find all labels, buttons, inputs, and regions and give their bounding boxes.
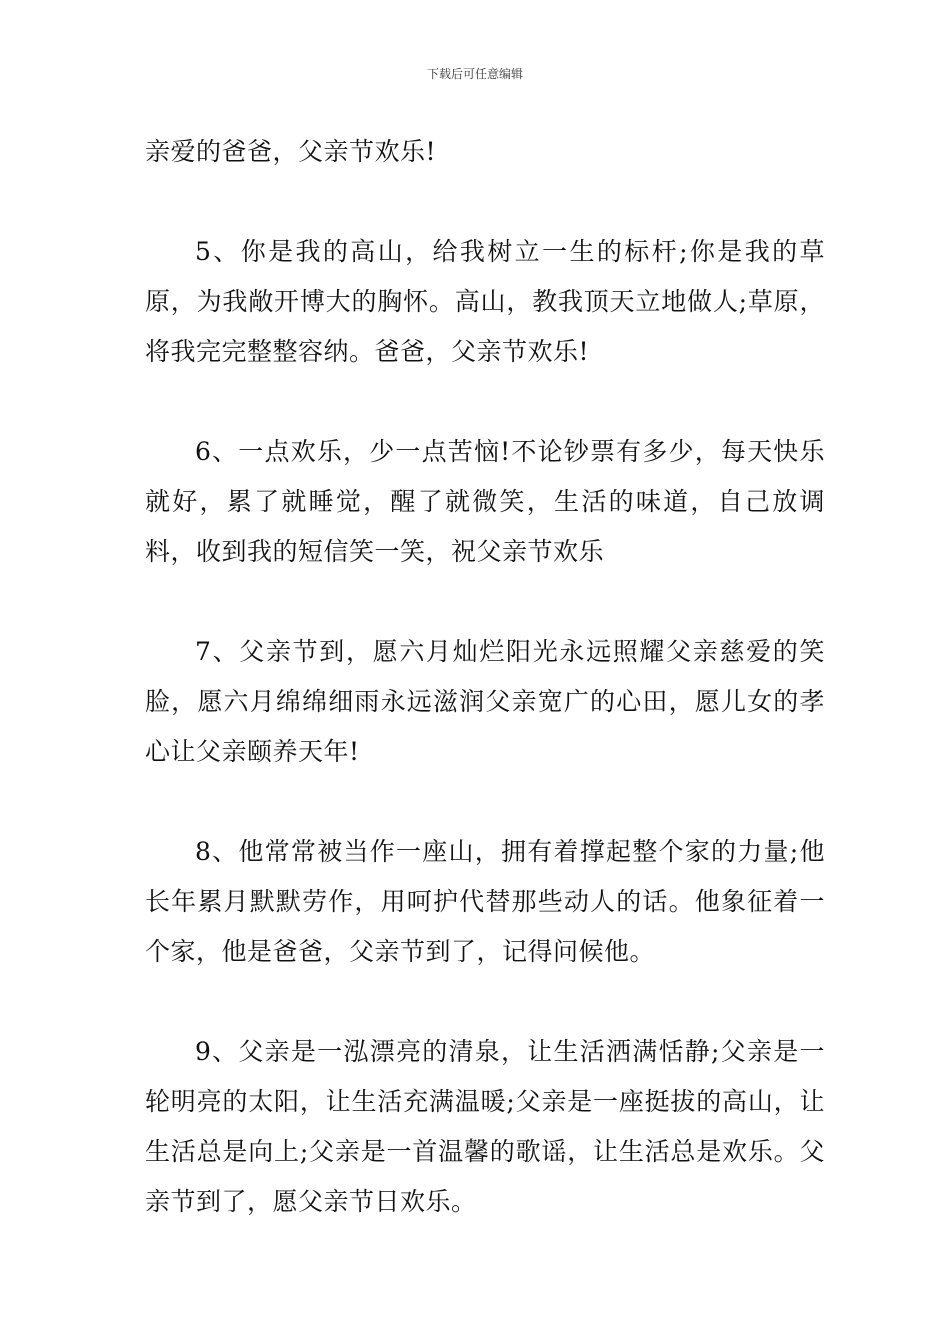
paragraph-item-5: 5、你是我的高山，给我树立一生的标杆;你是我的草原，为我敞开博大的胸怀。高山，教我顶天立地做人;草原，将我完完整整容纳。爸爸，父亲节欢乐! <box>145 237 825 366</box>
paragraph-item-9: 9、父亲是一泓漂亮的清泉，让生活洒满恬静;父亲是一轮明亮的太阳，让生活充满温暖;父亲是一座挺拔的高山，让生活总是向上;父亲是一首温馨的歌谣，让生活总是欢乐。父亲节到了，愿父亲节日欢乐。 <box>145 1037 825 1216</box>
paragraph-closing-line: 亲爱的爸爸，父亲节欢乐! <box>145 137 437 166</box>
document-body <box>145 127 825 1277</box>
paragraph-item-8: 8、他常常被当作一座山，拥有着撑起整个家的力量;他长年累月默默劳作，用呵护代替那些动人的话。他象征着一个家，他是爸爸，父亲节到了，记得问候他。 <box>145 837 825 966</box>
paragraph-item-6: 6、一点欢乐，少一点苦恼!不论钞票有多少，每天快乐就好，累了就睡觉，醒了就微笑，生活的味道，自己放调料，收到我的短信笑一笑，祝父亲节欢乐 <box>145 437 825 566</box>
paragraph-item-7: 7、父亲节到，愿六月灿烂阳光永远照耀父亲慈爱的笑脸，愿六月绵绵细雨永远滋润父亲宽广的心田，愿儿女的孝心让父亲颐养天年! <box>145 637 825 766</box>
page-header: 下载后可任意编辑 <box>426 67 523 81</box>
